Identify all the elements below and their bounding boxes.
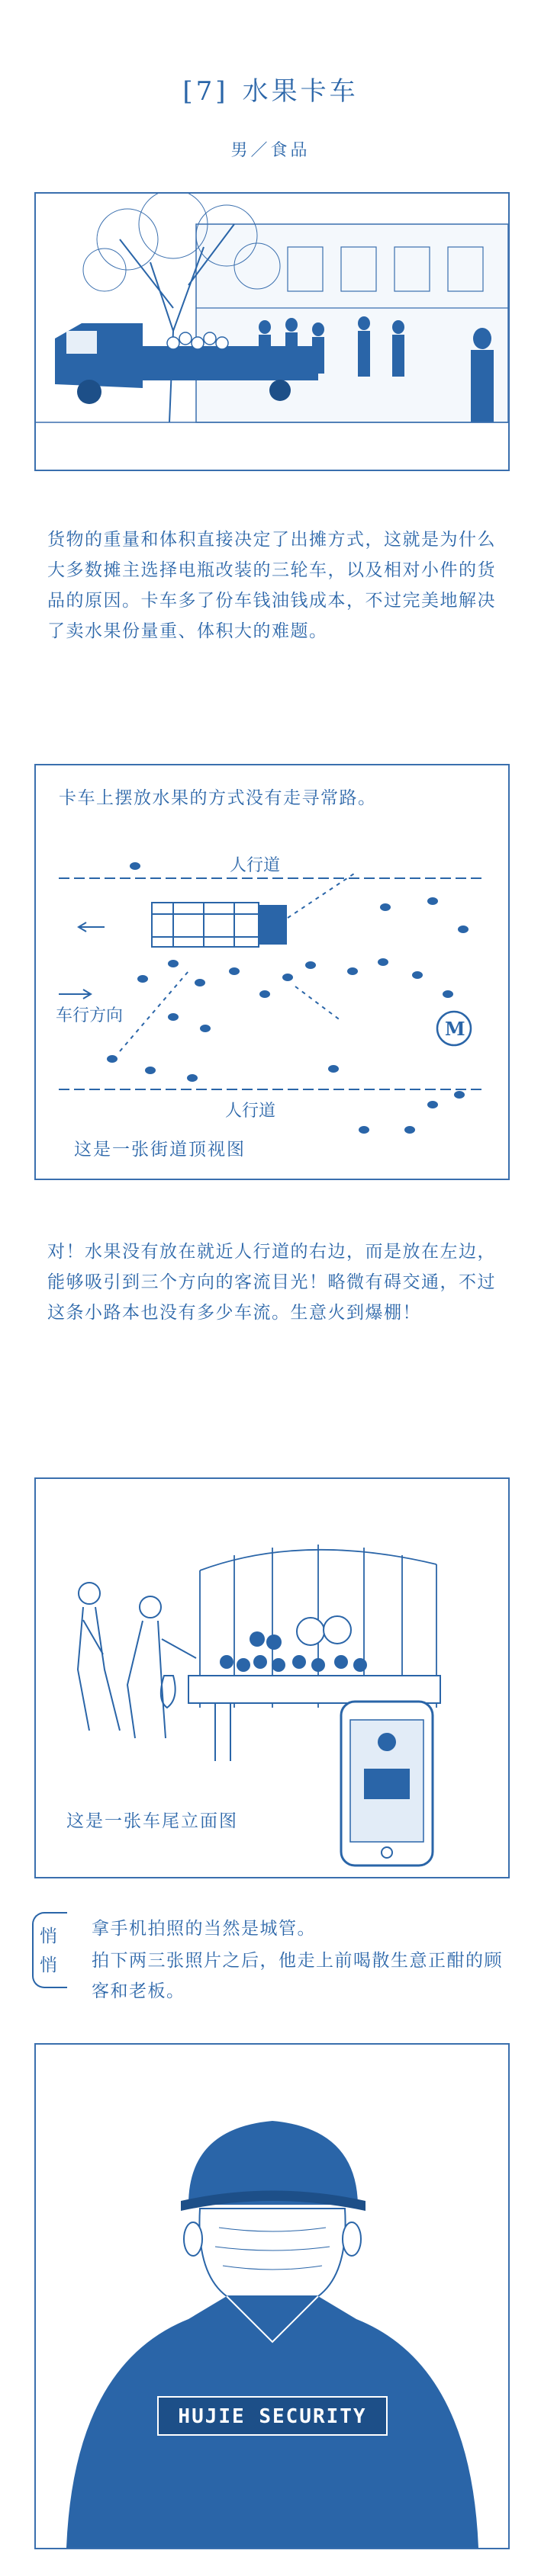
page-title: [0, 70, 541, 107]
top-view-diagram: [36, 765, 508, 1179]
chapter-number: [7]: [182, 76, 229, 107]
sidewalk-top-label: 人行道: [230, 856, 281, 875]
panel-street-scene: [34, 192, 510, 471]
svg-text:M: M: [445, 1018, 465, 1040]
street-scene-illustration: [36, 194, 508, 470]
jacket-text: HUJIE SECURITY: [178, 2405, 367, 2428]
note-line-2: 拍下两三张照片之后，他走上前喝散生意正酣的顾客和老板。: [92, 1951, 503, 2001]
sidewalk-bottom-label: 人行道: [225, 1102, 276, 1121]
side-label-1: 悄: [40, 1926, 59, 1946]
truck-top-view: [152, 903, 286, 947]
customers: [78, 1583, 196, 1738]
panel-street-top-view: [34, 764, 510, 1180]
direction-label: 车行方向: [56, 1006, 124, 1025]
chapter-subtitle: 男／食品: [230, 141, 311, 160]
panel-truck-rear-view: [34, 1477, 510, 1878]
left-arrow-icon: [79, 922, 105, 932]
top-view-heading: 卡车上摆放水果的方式没有走寻常路。: [59, 788, 377, 808]
paragraph-fruit-placement: 对！水果没有放在就近人行道的右边，而是放在左边，能够吸引到三个方向的客流目光！略微有碍交通，不过这条小路本也没有多少车流。生意火到爆棚！: [47, 1242, 496, 1323]
side-label-2: 悄: [40, 1955, 59, 1975]
phone-icon: [341, 1702, 433, 1865]
metro-icon: [437, 1012, 471, 1045]
chapter-title: 水果卡车: [242, 76, 359, 107]
paragraph-transport-method: 货物的重量和体积直接决定了出摊方式，这就是为什么大多数摊主选择电瓶改装的三轮车，以及相对小件的货品的原因。卡车多了份车钱油钱成本，不过完美地解决了卖水果份量重、体积大的难题。: [47, 530, 496, 641]
rear-view-caption: 这是一张车尾立面图: [66, 1811, 238, 1831]
note-line-1: 拿手机拍照的当然是城管。: [92, 1919, 316, 1939]
panel-security-guard: [34, 2043, 510, 2549]
guard-illustration: [36, 2045, 508, 2548]
direction-arrow-icon: [59, 990, 91, 999]
top-view-caption: 这是一张街道顶视图: [74, 1140, 246, 1160]
